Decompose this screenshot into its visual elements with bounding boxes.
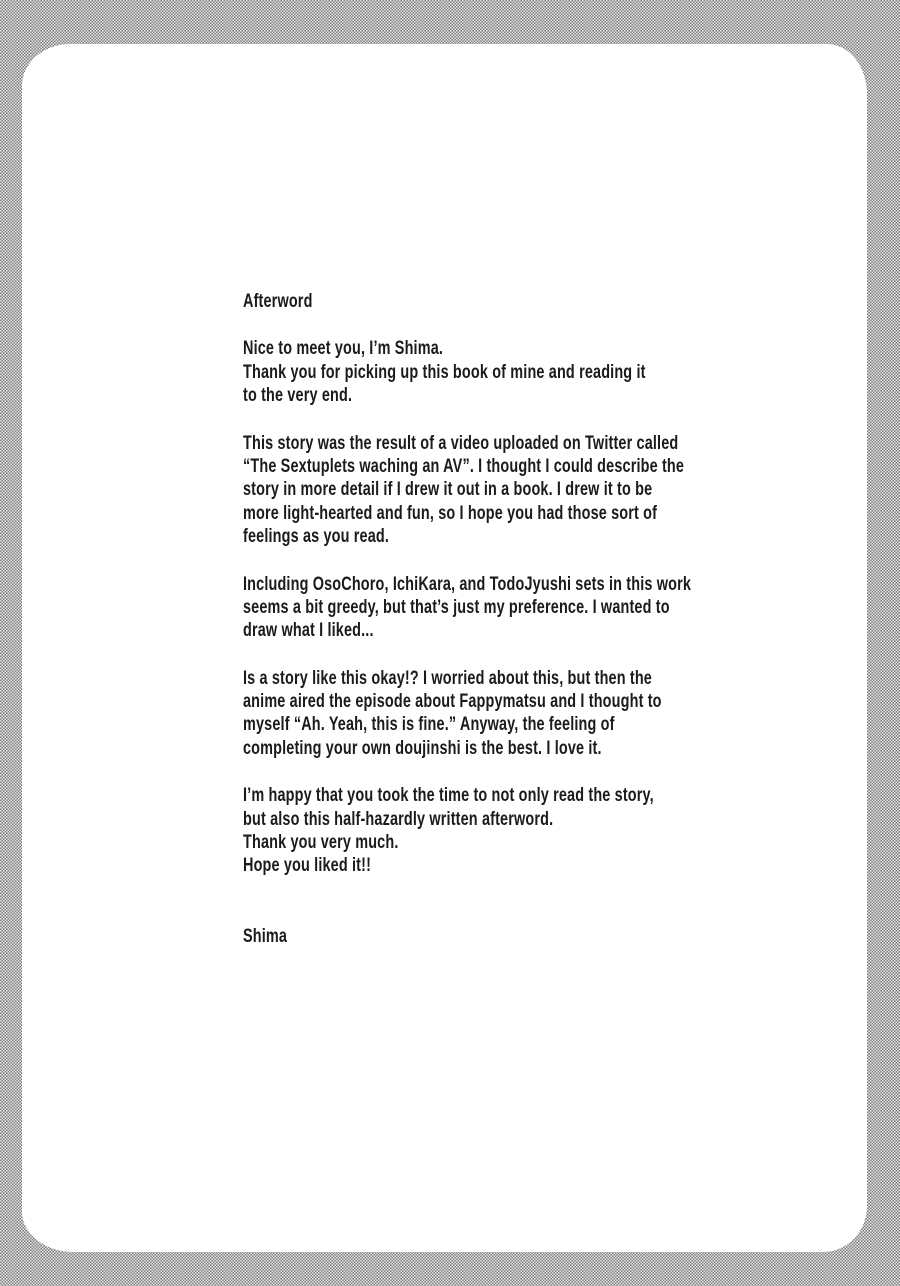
paragraph-pairings: [243, 573, 691, 643]
paragraph-thanks: [243, 784, 691, 878]
text-line: story in more detail if I drew it out in a book. I drew it to be: [243, 479, 653, 501]
paragraph-story-origin: [243, 432, 691, 549]
manga-afterword-page: [22, 44, 867, 1252]
text-line: I’m happy that you took the time to not only read the story,: [243, 785, 654, 807]
text-line: feelings as you read.: [243, 526, 390, 548]
text-line: Thank you very much.: [243, 832, 399, 854]
author-signature: Shima: [243, 925, 288, 947]
text-line: Nice to meet you, I’m Shima.: [243, 338, 444, 360]
afterword-text-block: [243, 290, 691, 948]
text-line: anime aired the episode about Fappymatsu and I thought to: [243, 691, 662, 713]
text-line: completing your own doujinshi is the best. I love it.: [243, 737, 602, 759]
text-line: This story was the result of a video uploaded on Twitter called: [243, 432, 679, 454]
text-line: to the very end.: [243, 385, 353, 407]
text-line: Including OsoChoro, IchiKara, and TodoJyushi sets in this work: [243, 573, 692, 595]
text-line: seems a bit greedy, but that’s just my preference. I wanted to: [243, 596, 670, 618]
text-line: Hope you liked it!!: [243, 855, 372, 877]
text-line: but also this half-hazardly written afterword.: [243, 808, 554, 830]
paragraph-worries: [243, 667, 691, 761]
text-line: Is a story like this okay!? I worried about this, but then the: [243, 667, 652, 689]
text-line: more light-hearted and fun, so I hope you had those sort of: [243, 502, 658, 524]
text-line: myself “Ah. Yeah, this is fine.” Anyway, the feeling of: [243, 714, 615, 736]
text-line: “The Sextuplets waching an AV”. I thought I could describe the: [243, 455, 685, 477]
paragraph-greeting: [243, 337, 691, 407]
afterword-title: Afterword: [243, 291, 313, 312]
text-line: draw what I liked...: [243, 620, 374, 642]
text-line: Thank you for picking up this book of mine and reading it: [243, 361, 646, 383]
